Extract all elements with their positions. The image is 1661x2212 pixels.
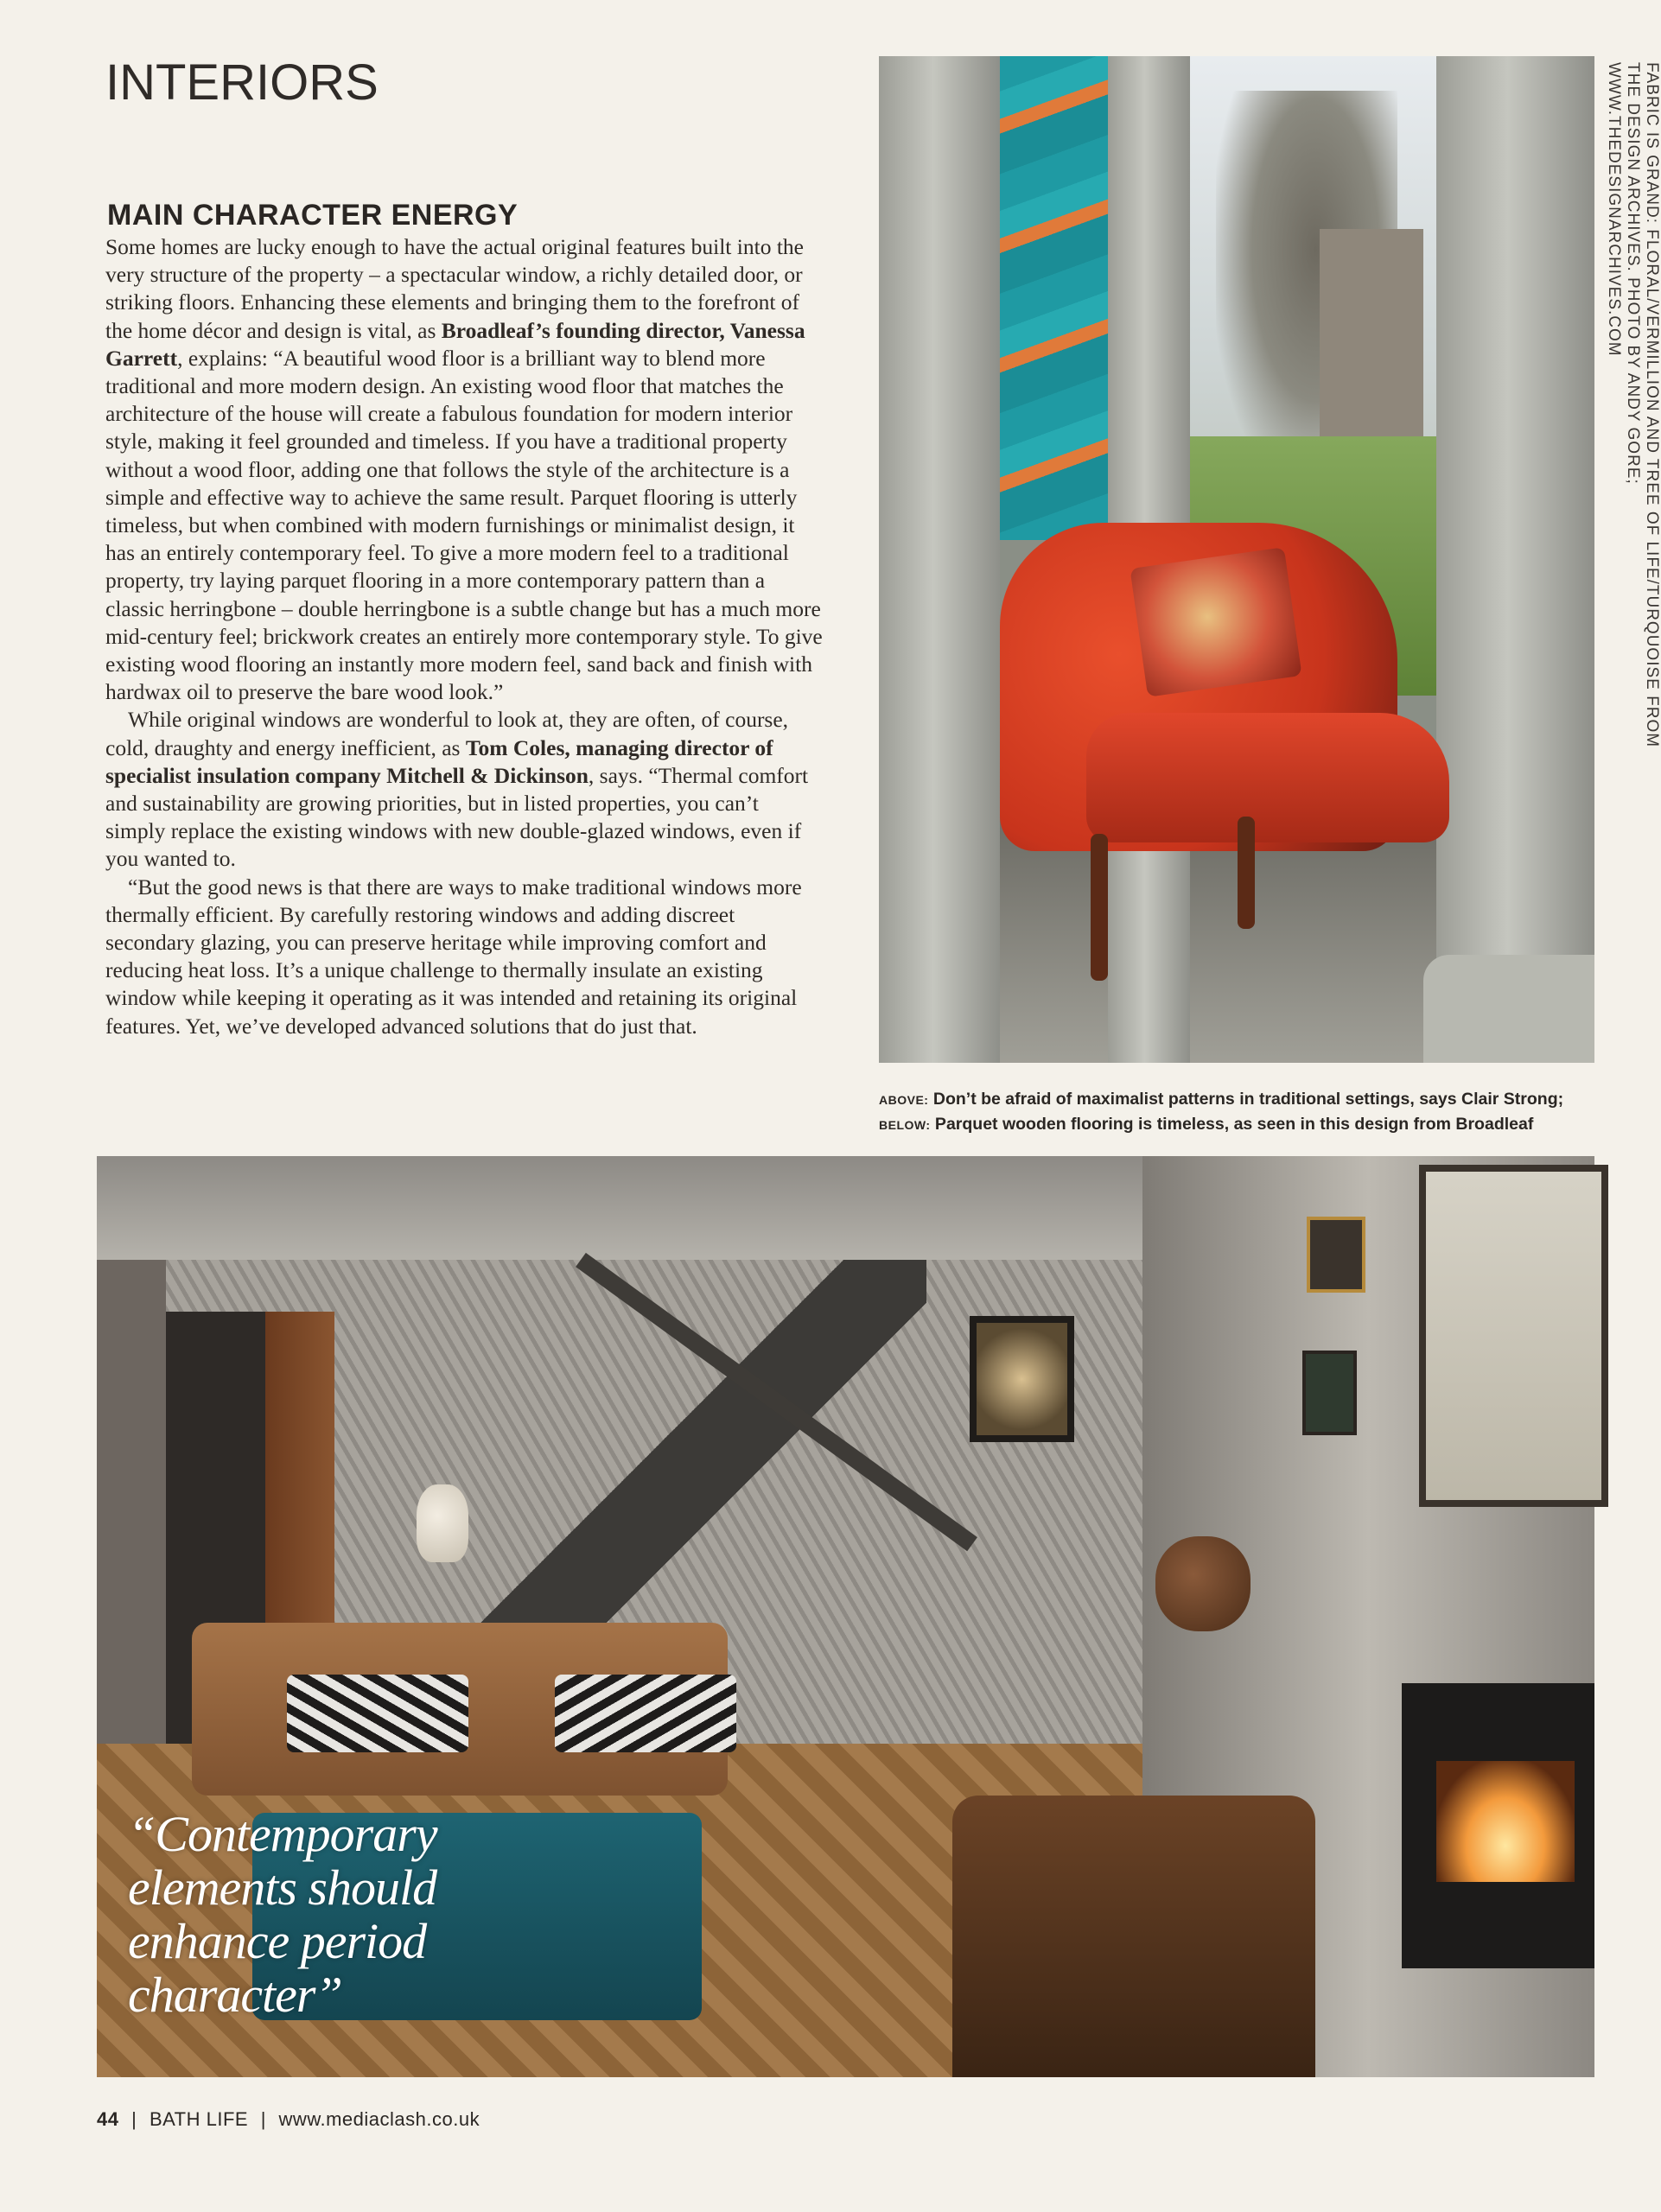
website-link[interactable]: www.mediaclash.co.uk (278, 2108, 480, 2130)
body-text-run: Some homes are lucky enough to have the actual original features built into the very structure of the property – a spectacular window, a richly detailed door, or striking floors. Enhancing these elements and bringing them to the forefront of the home décor and design is vital, as (105, 234, 804, 343)
photo-cushion (555, 1675, 736, 1752)
photo-small-artwork (1307, 1217, 1365, 1293)
pull-quote: “Contemporary elements should enhance period character” (128, 1806, 437, 2023)
photo-urn (1155, 1536, 1251, 1631)
photo-ginger-jar (417, 1484, 468, 1562)
photo-caption (879, 1087, 1596, 1137)
photo-sofa-leg (1091, 834, 1108, 981)
photo-mirror (970, 1316, 1074, 1442)
photo-small-artwork (1302, 1351, 1357, 1435)
article-headline: MAIN CHARACTER ENERGY (107, 199, 519, 232)
body-bold-name: Tom Coles, managing director of specialist insulation company Mitchell & Dickinson (105, 734, 773, 788)
page-number: 44 (97, 2108, 119, 2130)
footer-separator: | (131, 2108, 137, 2130)
photo-sofa-seat (1086, 713, 1449, 842)
article-body (105, 233, 823, 1040)
photo-column (1436, 56, 1594, 1063)
body-text-run: , says. “Thermal comfort and sustainability are growing priorities, but in listed properties, you can’t simply replace the existing windows with new double-glazed windows, even if you wanted to. (105, 762, 809, 872)
sofa-photo (879, 56, 1594, 1063)
caption-below (879, 1112, 1596, 1137)
footer-separator: | (260, 2108, 266, 2130)
photo-cushion (1130, 547, 1301, 697)
page-footer (97, 2108, 480, 2131)
body-paragraph-3: “But the good news is that there are ways to make traditional windows more thermally efficient. By carefully restoring windows and adding discreet secondary glazing, you can preserve heritage while improving comfort and reducing heat loss. It’s a unique challenge to thermally insulate an existing window while keeping it operating as it was intended and retaining its original features. Yet, we’ve developed advanced solutions that do just that. (105, 874, 802, 1039)
body-text-run: , explains: “A beautiful wood floor is a brilliant way to blend more traditional and more modern design. An existing wood floor that matches the architecture of the house will create a fabulous foundation for modern interior style, making it feel grounded and timeless. If you have a traditional property without a wood floor, adding one that follows the style of the architecture is a simple and effective way to achieve the same result. Parquet flooring is utterly timeless, but when combined with modern furnishings or minimalist design, it has an entirely contemporary feel. To give a more modern feel to a traditional property, try laying parquet flooring in a more contemporary pattern than a classic herringbone – double herringbone is a subtle change but has a much more mid-century feel; brickwork creates an entirely more contemporary style. To give existing wood flooring an instantly more modern feel, sand back and finish with hardwax oil to preserve the bare wood look.” (105, 345, 823, 705)
section-label: INTERIORS (105, 54, 379, 111)
caption-text: Don’t be afraid of maximalist patterns in traditional settings, says Clair Strong; (928, 1090, 1564, 1109)
photo-fire (1436, 1761, 1575, 1882)
publication-name: BATH LIFE (149, 2108, 249, 2130)
caption-label: BELOW: (879, 1118, 931, 1132)
photo-column-base (1423, 955, 1594, 1063)
photo-large-artwork (1419, 1165, 1608, 1507)
body-bold-name: Broadleaf’s founding director, Vanessa Garrett (105, 317, 805, 371)
body-paragraph-1 (105, 233, 823, 706)
photo-column (879, 56, 1000, 1063)
photo-sofa-leg (1238, 817, 1255, 929)
photo-credit: FABRIC IS GRAND: FLORAL/VERMILLION AND TREE OF LIFE/TURQUOISE FROM THE DESIGN ARCHIVES. PHOTO BY ANDY GORE; WWW.THEDESIGNARCHIVES.COM (1605, 62, 1661, 748)
caption-above (879, 1087, 1596, 1112)
body-text-run: While original windows are wonderful to look at, they are often, of course, cold, draughty and energy inefficient, as (105, 707, 789, 760)
body-paragraph-2 (105, 706, 823, 873)
caption-text: Parquet wooden flooring is timeless, as seen in this design from Broadleaf (930, 1115, 1534, 1134)
caption-label: ABOVE: (879, 1093, 929, 1107)
photo-armchair (952, 1796, 1315, 2077)
photo-fabric-panel (996, 56, 1108, 540)
photo-cushion (287, 1675, 468, 1752)
